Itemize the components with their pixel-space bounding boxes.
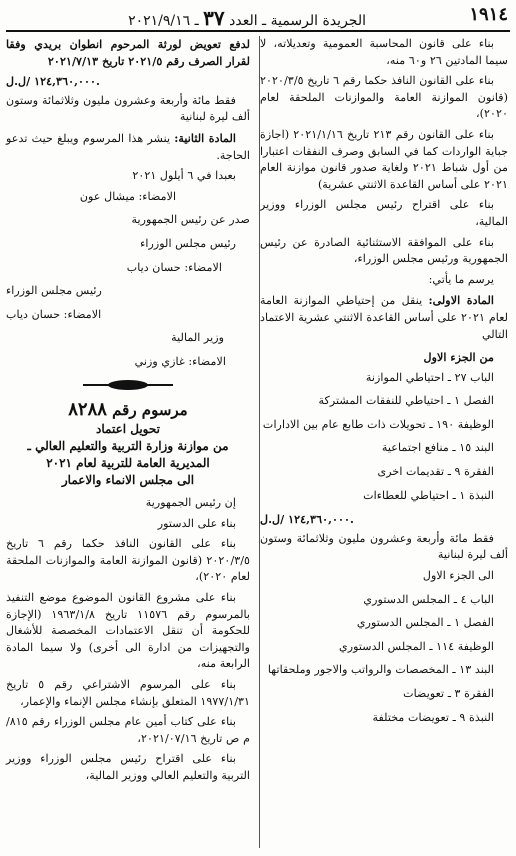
amount-words: فقط مائة وأربعة وعشرون مليون وثلاثمائة وستون ألف ليرة لبنانية (260, 531, 508, 562)
article-two (6, 130, 250, 164)
decree-phrase: يرسم ما يأتي: (428, 272, 494, 286)
article-one (260, 292, 508, 343)
section-heading: من الجزء الاول (423, 350, 494, 365)
paragraph: بناء على الدستور (157, 516, 236, 530)
paragraph: بناء على اقتراح رئيس مجلس الوزراء ووزير المالية، (260, 198, 508, 228)
decree-title: الى مجلس الانماء والاعمار (61, 473, 195, 488)
page-number: ١٩١٤ (469, 4, 508, 25)
list-item: الوظيفة ١٩٠ ـ تحويلات ذات طابع عام بين الادارات (262, 417, 494, 431)
list-item: الفقرة ٣ ـ تعويضات (403, 687, 494, 700)
amount: ١٢٤,٣٦٠,٠٠٠ /ل.ل. (260, 512, 354, 527)
ornament-divider (6, 378, 250, 392)
right-column (260, 36, 508, 733)
paragraph: إن رئيس الجمهورية (145, 496, 236, 510)
section-heading: الى الجزء الاول (422, 569, 494, 583)
left-column (6, 36, 250, 789)
decree-title: تحويل اعتماد (96, 422, 160, 437)
column-divider (259, 36, 260, 848)
list-item: البند ١٣ ـ المخصصات والرواتب والاجور وملحقاتها (267, 663, 494, 677)
page-header (6, 4, 510, 30)
purpose-text: لدفع تعويض لورثة المرحوم انطوان بريدي وفقا لقرار الصرف رقم ٢٠٢١/٥ تاريخ ٢٠٢١/٧/١٣ (6, 37, 250, 68)
header-rule (6, 30, 510, 32)
gazette-name: الجريدة الرسمية ـ العدد (229, 13, 366, 29)
signature-line: الامضاء: حسان دياب (6, 307, 102, 321)
paragraph: بناء على كتاب أمين عام مجلس الوزراء رقم ٨١٥/م ص تاريخ ٢٠٢١/٠٧/١٦، (6, 715, 250, 745)
signature-line: رئيس مجلس الوزراء (6, 284, 102, 298)
signature-line: الامضاء: غازي وزني (134, 354, 226, 368)
list-item: الفصل ١ ـ المجلس الدستوري (356, 616, 494, 630)
list-item: النبذة ٩ ـ تعويضات مختلفة (372, 710, 494, 724)
article-text: ينقل من إحتياطي الموازنة العامة لعام ٢٠٢١ على أساس القاعدة الاثنتي عشرية الاعتماد التالي (260, 294, 508, 341)
paragraph: بناء على القانون رقم ٢١٣ تاريخ ٢٠٢١/١/١٦ (اجازة جباية الواردات كما في السابق وصرف النفقات اعتبارا من أول شباط ٢٠٢١ ولغاية صدور قانون موازنة العام ٢٠٢١ على أساس القاعدة الاثنتي عشرية) (260, 127, 508, 191)
article-label: المادة الثانية: (174, 130, 236, 145)
list-item: الوظيفة ١١٤ ـ المجلس الدستوري (338, 639, 494, 653)
date-line: بعبدا في ٦ أيلول ٢٠٢١ (132, 169, 236, 183)
list-item: الفصل ١ ـ احتياطي للنفقات المشتركة (318, 394, 494, 408)
list-item: النبذة ١ ـ احتياطي للعطاءات (363, 488, 494, 502)
gazette-issue-line (6, 6, 366, 30)
signature-line: صدر عن رئيس الجمهورية (131, 213, 250, 227)
list-item: الباب ٤ ـ المجلس الدستوري (363, 592, 494, 606)
decree-label: مرسوم رقم (112, 400, 188, 419)
signature-line: رئيس مجلس الوزراء (140, 236, 236, 250)
list-item: الباب ٢٧ ـ احتياطي الموازنة (365, 370, 494, 384)
decree-number (6, 398, 250, 420)
paragraph: بناء على القانون النافذ حكما رقم ٦ تاريخ ٢٠٢٠/٣/٥ (قانون الموازنة العامة والموازنات الملحقة لعام ٢٠٢٠)، (260, 74, 508, 121)
paragraph: بناء على المرسوم الاشتراعي رقم ٥ تاريخ ١٩٧٧/١/٣١ المتعلق بإنشاء مجلس الإنماء والإعمار، (6, 678, 250, 708)
article-text: ينشر هذا المرسوم ويبلغ حيث تدعو الحاجة. (6, 131, 250, 162)
list-item: البند ١٥ ـ منافع اجتماعية (381, 441, 494, 455)
paragraph: بناء على قانون المحاسبة العمومية وتعديلاته، لا سيما المادتين ٢٦ و٦٠ منه، (260, 37, 508, 67)
signature-line: الامضاء: ميشال عون (79, 189, 177, 203)
signature-line: وزير المالية (171, 331, 224, 345)
list-item: الفقرة ٩ ـ تقديمات اخرى (377, 465, 494, 479)
paragraph: بناء على اقتراح رئيس مجلس الوزراء ووزير التربية والتعليم العالي ووزير المالية، (6, 752, 250, 782)
article-label: المادة الاولى: (428, 293, 495, 308)
decree-title: من موازنة وزارة التربية والتعليم العالي ـ المديرية العامة للتربية لعام ٢٠٢١ (27, 439, 229, 471)
issue-number: ٣٧ (203, 6, 225, 30)
signature-line: الامضاء: حسان دياب (126, 260, 222, 274)
amount-words: فقط مائة وأربعة وعشرون مليون وثلاثمائة وستون ألف ليرة لبنانية (6, 93, 250, 124)
paragraph: بناء على الموافقة الاستثنائية الصادرة عن رئيس الجمهورية ورئيس مجلس الوزراء، (260, 235, 508, 266)
decree-number-value: ٨٢٨٨ (68, 398, 107, 420)
paragraph: بناء على مشروع القانون الموضوع موضع التنفيذ بالمرسوم رقم ١١٥٧٦ تاريخ ١٩٦٣/١/٨ (الإجازة للحكومة أن تنقل الاعتمادات المخصصة للأشغال والتجهيزات من ادارة الى أخرى) ولا سيما المادة الرابعة منه، (6, 591, 251, 671)
paragraph: بناء على القانون النافذ حكما رقم ٦ تاريخ ٢٠٢٠/٣/٥ (قانون الموازنة العامة والموازنات الملحقة لعام ٢٠٢٠)، (6, 537, 250, 584)
amount: ١٢٤,٣٦٠,٠٠٠ /ل.ل. (6, 74, 100, 89)
issue-date: ـ ٢٠٢١/٩/١٦ (128, 13, 199, 29)
